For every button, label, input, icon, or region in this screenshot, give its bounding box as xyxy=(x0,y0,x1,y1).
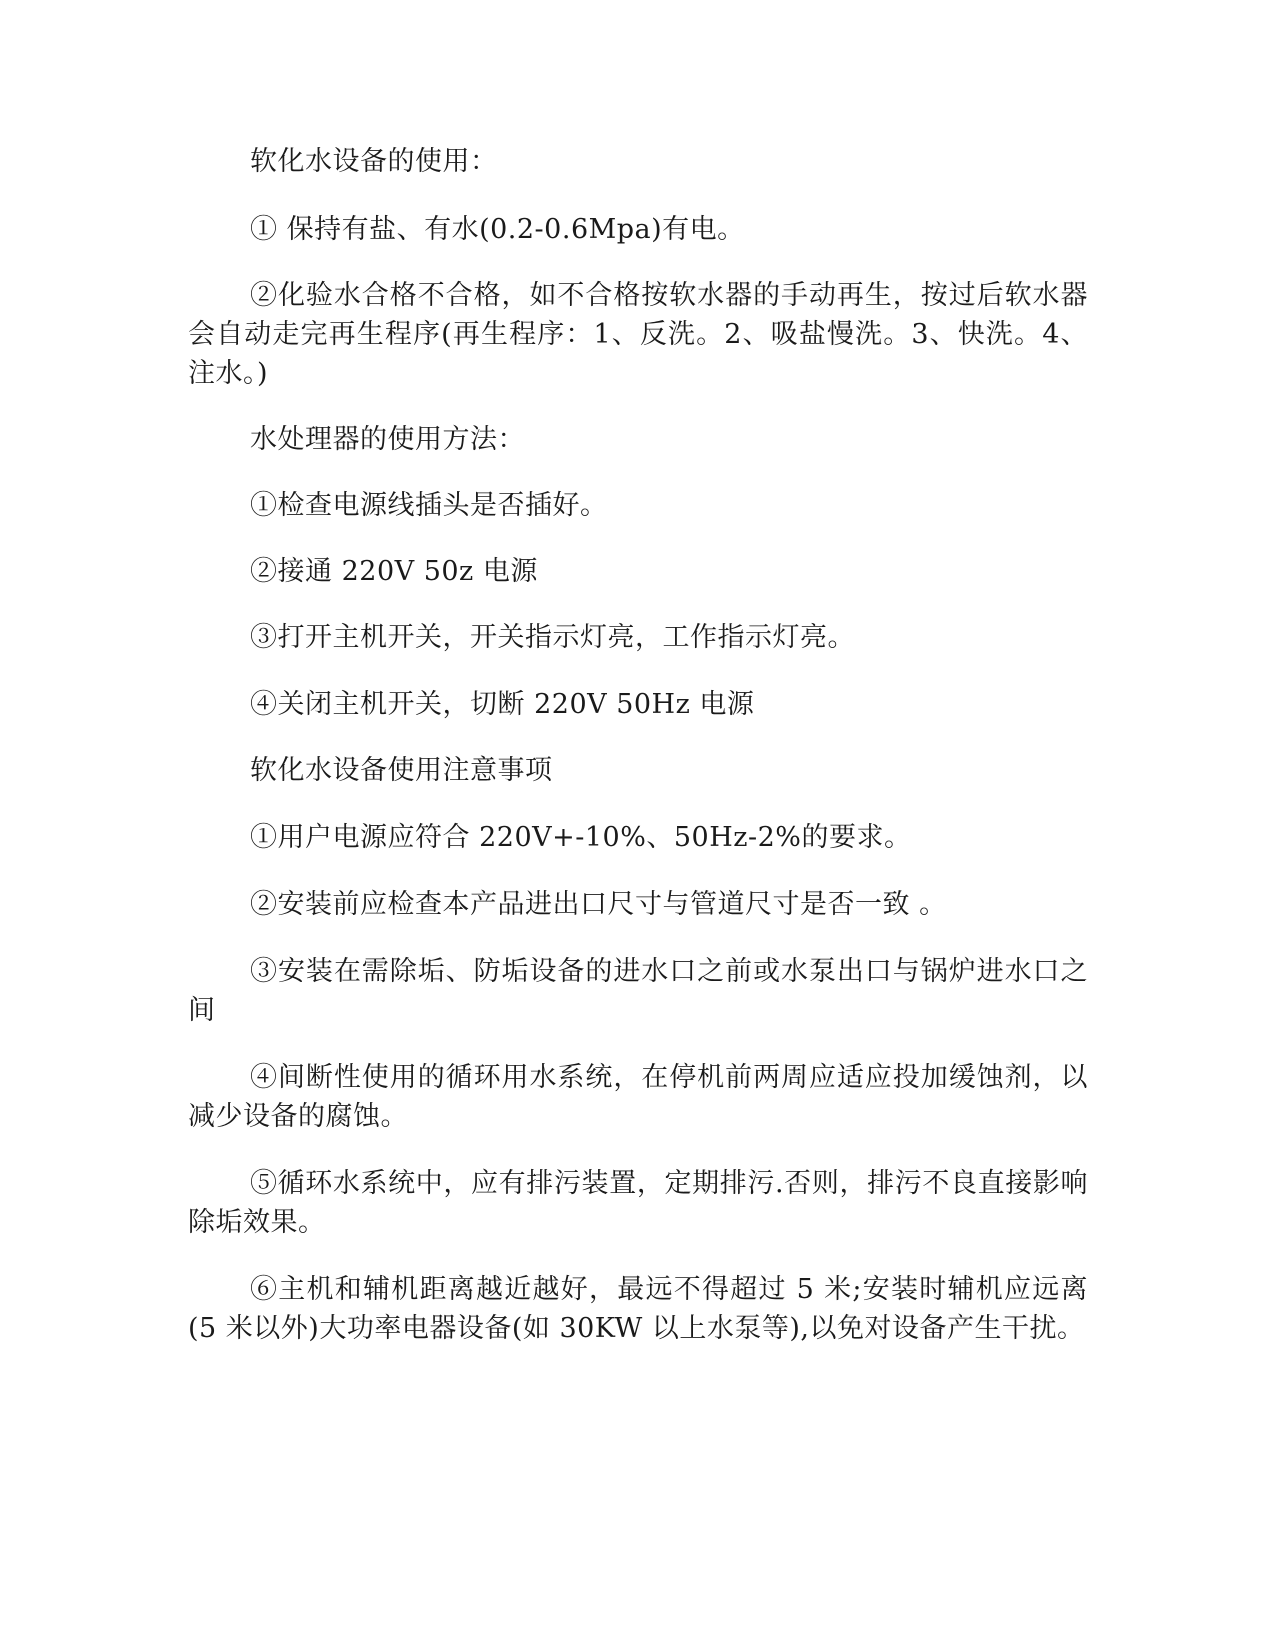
heading-softener-precautions: 软化水设备使用注意事项 xyxy=(250,755,553,786)
paragraph-precaution-1: ①用户电源应符合 220V+-10%、50Hz-2%的要求。 xyxy=(250,822,912,853)
paragraph-softener-step-1: ① 保持有盐、有水(0.2-0.6Mpa)有电。 xyxy=(250,214,745,245)
paragraph-precaution-4: ④间断性使用的循环用水系统，在停机前两周应适应投加缓蚀剂，以减少设备的腐蚀。 xyxy=(188,1062,1088,1132)
heading-water-processor-usage: 水处理器的使用方法： xyxy=(250,424,525,455)
paragraph-precaution-5: ⑤循环水系统中，应有排污装置，定期排污.否则，排污不良直接影响除垢效果。 xyxy=(188,1168,1088,1238)
paragraph-processor-step-1: ①检查电源线插头是否插好。 xyxy=(250,490,608,521)
paragraph-processor-step-3: ③打开主机开关，开关指示灯亮，工作指示灯亮。 xyxy=(250,622,855,653)
paragraph-processor-step-2: ②接通 220V 50z 电源 xyxy=(250,556,538,587)
paragraph-precaution-6: ⑥主机和辅机距离越近越好，最远不得超过 5 米;安装时辅机应远离(5 米以外)大功率电器设备(如 30KW 以上水泵等),以免对设备产生干扰。 xyxy=(188,1274,1088,1344)
heading-softener-usage: 软化水设备的使用： xyxy=(250,146,498,177)
paragraph-processor-step-4: ④关闭主机开关，切断 220V 50Hz 电源 xyxy=(250,689,755,720)
paragraph-precaution-3: ③安装在需除垢、防垢设备的进水口之前或水泵出口与锅炉进水口之间 xyxy=(188,956,1088,1026)
paragraph-softener-step-2: ②化验水合格不合格，如不合格按软水器的手动再生，按过后软水器会自动走完再生程序(再生程序：1、反洗。2、吸盐慢洗。3、快洗。4、注水。) xyxy=(188,280,1088,389)
paragraph-precaution-2: ②安装前应检查本产品进出口尺寸与管道尺寸是否一致 。 xyxy=(250,889,947,920)
